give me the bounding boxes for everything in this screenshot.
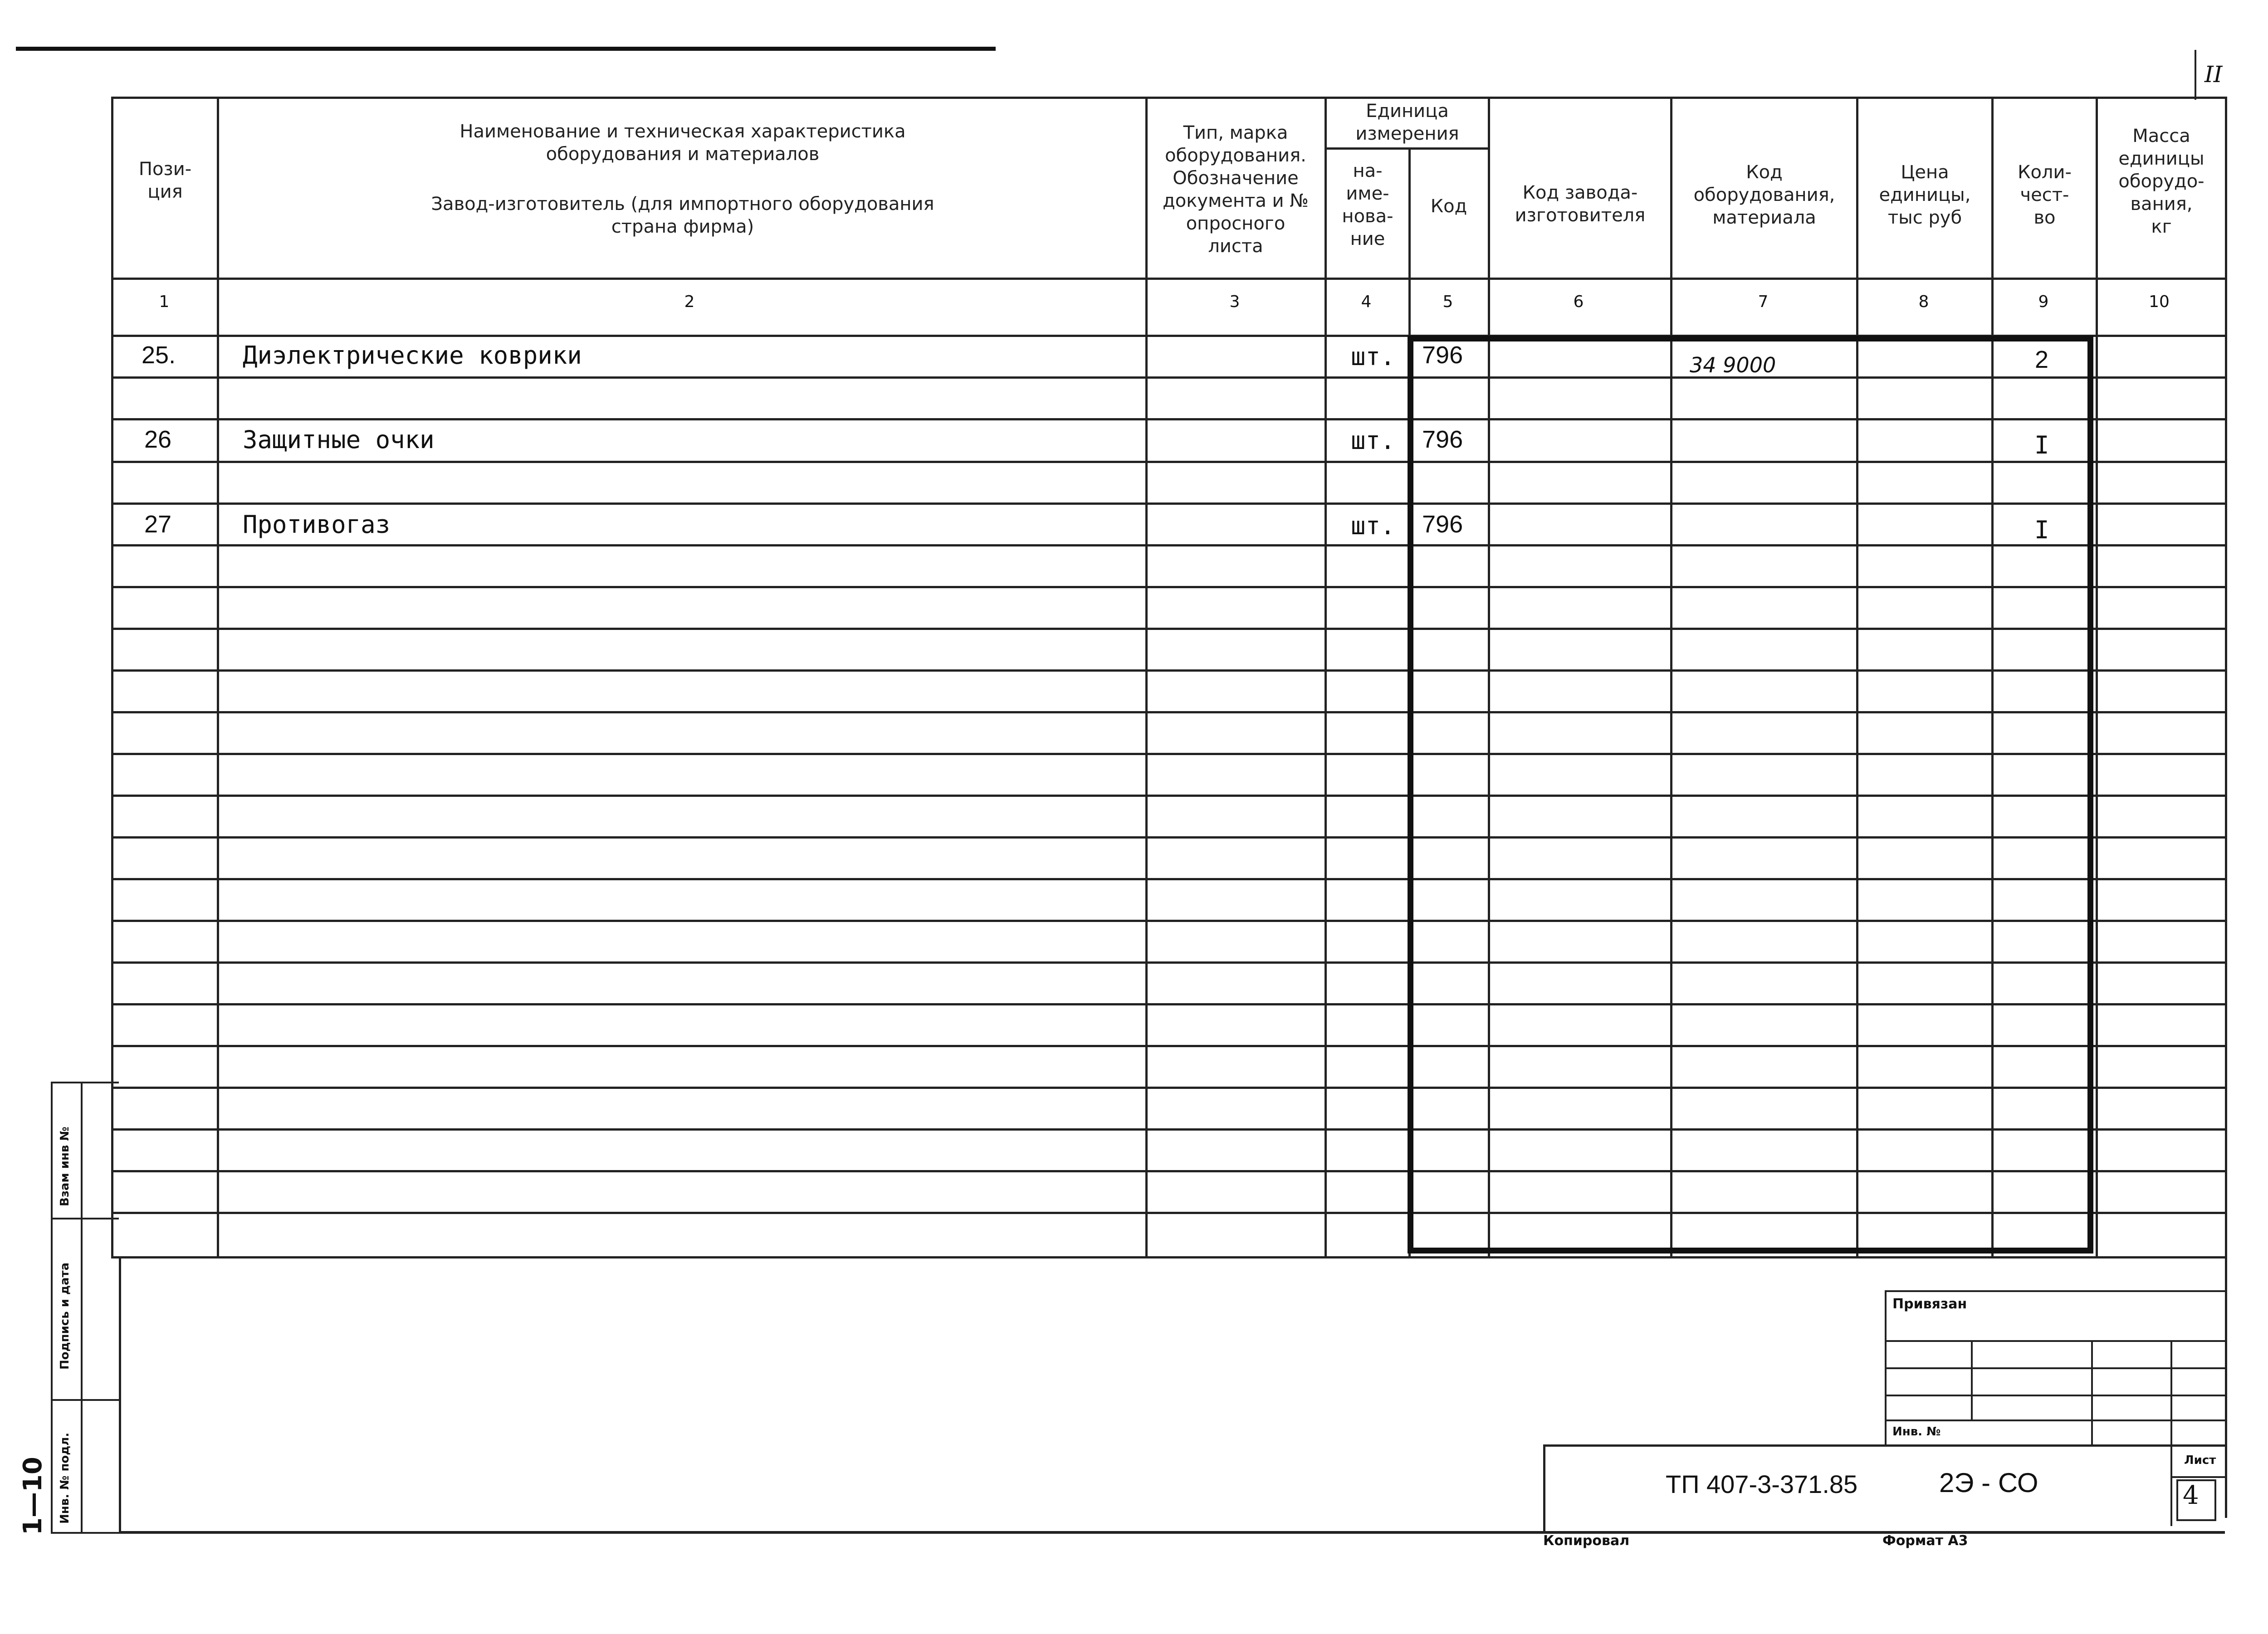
table-row-name: Диэлектрические коврики: [243, 341, 582, 370]
tb-border: [1885, 1419, 2225, 1421]
header-equipment-code: Код оборудования, материала: [1693, 162, 1835, 228]
top-rule: [16, 47, 996, 51]
tb-main-top: [1543, 1444, 2225, 1447]
tb-border: [1885, 1340, 2225, 1342]
unit-group-divider: [1325, 147, 1488, 150]
col-number-7: 7: [1758, 293, 1769, 311]
frame-left-border: [119, 1257, 121, 1534]
col-number-2: 2: [684, 293, 695, 311]
table-row-position: 25.: [142, 341, 176, 369]
col-number-6: 6: [1573, 293, 1584, 311]
col-number-4: 4: [1361, 293, 1372, 311]
table-row-equipment-code: 34 9000: [1690, 353, 1776, 377]
col-number-5: 5: [1442, 293, 1453, 311]
stamp-label-inv-podl: Инв. № подл.: [58, 1432, 72, 1524]
col-border-10: [2225, 97, 2227, 1258]
tb-format: Формат А3: [1882, 1533, 1968, 1549]
tb-sheet-label: Лист: [2184, 1454, 2216, 1467]
tb-sheet-number-box: [2176, 1479, 2216, 1521]
side-stamp-div2: [51, 1399, 119, 1401]
col-border-3: [1325, 97, 1327, 1258]
col-border-1: [217, 97, 219, 1258]
side-stamp-div1: [51, 1218, 119, 1219]
table-row-code: 796: [1422, 511, 1463, 538]
header-unit-group: Единица измерения: [1355, 101, 1459, 144]
col-number-10: 10: [2149, 293, 2170, 311]
table-row-unit: шт.: [1351, 426, 1395, 455]
highlight-frame: [1408, 336, 2093, 1254]
col-number-8: 8: [1918, 293, 1929, 311]
header-bottom-border: [111, 278, 2225, 280]
tb-sheet-divider: [2170, 1444, 2172, 1526]
tb-sheet-number: 4: [2183, 1481, 2199, 1510]
header-unit-name: на- име- нова- ние: [1342, 161, 1393, 249]
col-border-2: [1145, 97, 1148, 1258]
table-row-code: 796: [1422, 426, 1463, 453]
side-stamp-border-left: [51, 1082, 53, 1533]
col-number-1: 1: [159, 293, 170, 311]
col-number-3: 3: [1229, 293, 1240, 311]
header-type: Тип, марка оборудования. Обозначение документа и № опросного листа: [1163, 122, 1309, 257]
row-line-last: [111, 1256, 2225, 1258]
tb-border: [2091, 1340, 2093, 1444]
header-mass: Масса единицы оборудо- вания, кг: [2118, 126, 2204, 237]
sheet-corner-number: II: [2204, 61, 2223, 88]
table-row-position: 26: [144, 426, 172, 453]
table-row-quantity: I: [2034, 431, 2049, 459]
corner-tick: [2195, 50, 2196, 100]
header-name: Наименование и техническая характеристика оборудования и материалов: [459, 121, 906, 165]
tb-sheet-label-line: [2170, 1476, 2225, 1478]
side-stamp-bottom: [51, 1532, 119, 1534]
header-price: Цена единицы, тыс руб: [1879, 162, 1971, 228]
tb-inv-no: Инв. №: [1892, 1425, 1941, 1439]
tb-border: [1885, 1367, 2225, 1369]
table-row-code: 796: [1422, 341, 1463, 369]
header-quantity: Коли- чест- во: [2018, 162, 2072, 228]
header-position: Пози- ция: [138, 159, 192, 202]
frame-right-border: [2225, 1257, 2227, 1518]
tb-border: [1885, 1290, 2225, 1292]
tb-copied: Копировал: [1543, 1533, 1630, 1549]
tb-designation: ТП 407-3-371.85: [1666, 1470, 1858, 1498]
table-row-quantity: 2: [2035, 346, 2049, 373]
tb-border: [2170, 1340, 2172, 1444]
header-manufacturer: Завод-изготовитель (для импортного оборудования страна фирма): [431, 194, 934, 237]
table-row-unit: шт.: [1351, 342, 1395, 371]
col-number-9: 9: [2038, 293, 2049, 311]
col-border-9: [2096, 97, 2098, 1258]
stamp-label-vzam: Взам инв №: [58, 1127, 72, 1206]
table-row-name: Противогаз: [243, 510, 391, 539]
table-top-border: [111, 97, 2225, 99]
header-unit-code: Код: [1430, 196, 1467, 217]
tb-border: [1971, 1340, 1973, 1419]
tb-privyazan: Привязан: [1892, 1296, 1967, 1312]
col-border-0: [111, 97, 113, 1258]
table-row-position: 27: [144, 511, 172, 538]
header-factory-code: Код завода- изготовителя: [1515, 182, 1646, 226]
tb-doc-code: 2Э - СО: [1939, 1468, 2038, 1498]
margin-number: 1—10: [18, 1457, 48, 1535]
table-row-quantity: I: [2034, 516, 2049, 544]
side-stamp-border-mid: [81, 1082, 83, 1533]
tb-main-left: [1543, 1444, 1545, 1534]
stamp-label-podpis: Подпись и дата: [58, 1262, 72, 1370]
side-stamp-top: [51, 1082, 119, 1083]
table-row-name: Защитные очки: [243, 425, 435, 454]
table-row-unit: шт.: [1351, 512, 1395, 540]
tb-border: [1885, 1395, 2225, 1396]
